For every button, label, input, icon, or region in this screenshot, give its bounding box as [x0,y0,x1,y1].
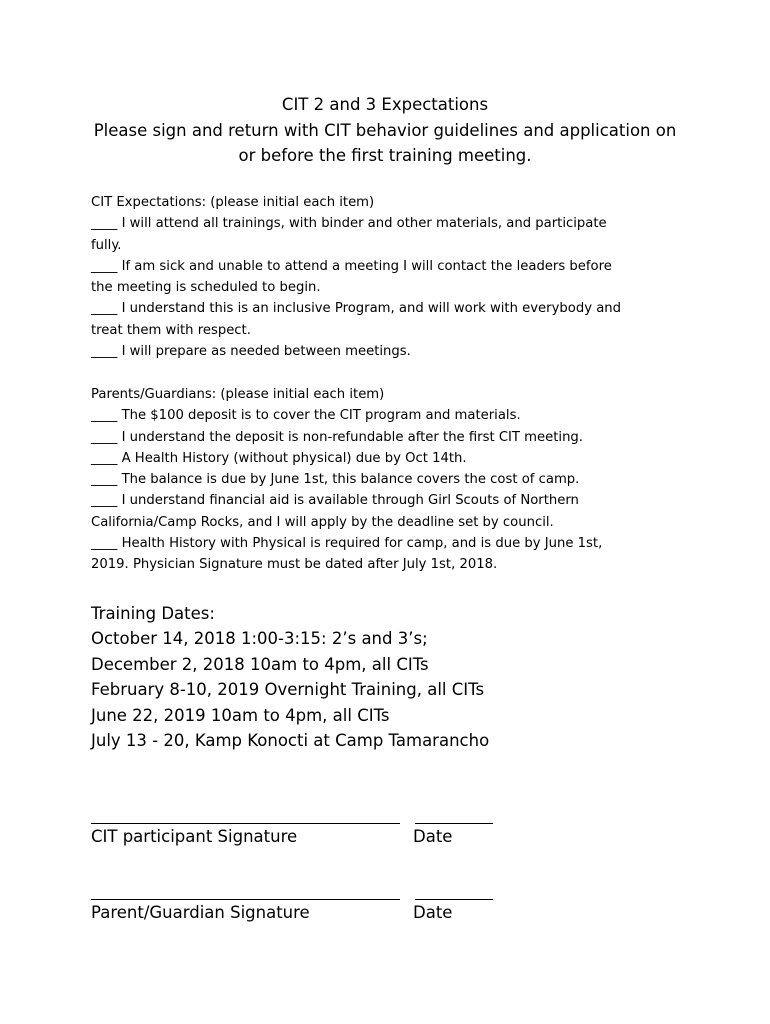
parent-signature-block [91,899,511,929]
return-instruction-line-2: or before the first training meeting. [238,146,532,165]
training-date-item: February 8-10, 2019 Overnight Training, all CITs [91,680,485,700]
cit-expectation-line: ____ I will prepare as needed between meetings. [91,344,411,360]
training-date-item: July 13 - 20, Kamp Konocti at Camp Tamarancho [91,731,490,751]
parents-guardians-heading: Parents/Guardians: (please initial each item) [91,387,385,402]
cit-expectation-line: the meeting is scheduled to begin. [91,280,321,296]
parent-signature-label: Parent/Guardian Signature [91,903,310,922]
training-date-item: October 14, 2018 1:00-3:15: 2’s and 3’s; [91,629,428,649]
parent-date-line[interactable] [415,899,493,900]
cit-expectation-line: treat them with respect. [91,322,251,338]
cit-signature-line[interactable] [91,823,400,824]
cit-date-line[interactable] [415,823,493,824]
parent-signature-line[interactable] [91,899,400,900]
cit-expectations-section [91,192,691,362]
cit-signature-label: CIT participant Signature [91,827,298,846]
parents-guardians-section [91,384,691,576]
cit-expectation-line: ____ If am sick and unable to attend a meeting I will contact the leaders before [91,258,612,274]
parent-item-line: 2019. Physician Signature must be dated after July 1st, 2018. [91,557,498,573]
cit-date-label: Date [413,827,453,846]
cit-expectations-heading: CIT Expectations: (please initial each item) [91,195,375,210]
parent-item-line: ____ A Health History (without physical) due by Oct 14th. [91,450,467,466]
parent-item-line: ____ Health History with Physical is required for camp, and is due by June 1st, [91,536,603,552]
training-dates-heading: Training Dates: [91,604,215,623]
parent-item-line: ____ The $100 deposit is to cover the CIT program and materials. [91,408,521,424]
training-dates-section [91,601,489,753]
cit-expectation-line: ____ I understand this is an inclusive Program, and will work with everybody and [91,301,622,317]
training-date-item: June 22, 2019 10am to 4pm, all CITs [91,705,390,725]
parent-item-line: ____ The balance is due by June 1st, this balance covers the cost of camp. [91,472,580,488]
training-date-item: December 2, 2018 10am to 4pm, all CITs [91,654,429,674]
cit-signature-block [91,823,511,853]
parent-date-label: Date [413,903,453,922]
parent-item-line: California/Camp Rocks, and I will apply by the deadline set by council. [91,514,554,530]
document-header [0,92,770,169]
parent-item-line: ____ I understand financial aid is available through Girl Scouts of Northern [91,493,579,509]
return-instruction-line-1: Please sign and return with CIT behavior guidelines and application on [93,120,677,140]
document-title: CIT 2 and 3 Expectations [281,95,489,114]
cit-expectation-line: fully. [91,237,122,253]
cit-expectation-line: ____ I will attend all trainings, with binder and other materials, and participate [91,216,607,232]
parent-item-line: ____ I understand the deposit is non-refundable after the first CIT meeting. [91,429,583,445]
